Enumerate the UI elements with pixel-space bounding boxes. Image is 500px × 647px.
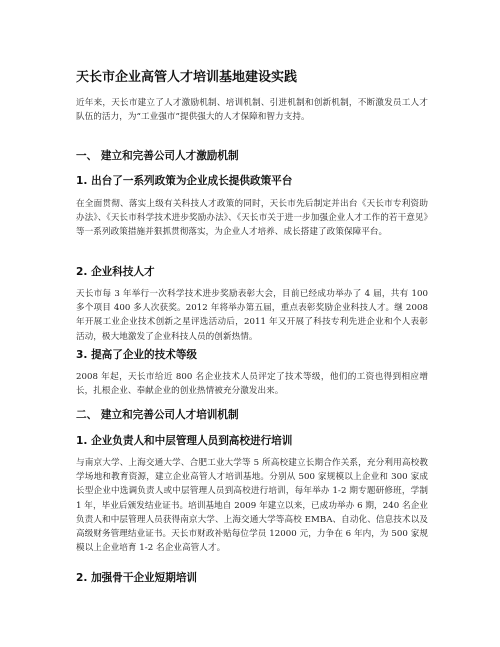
title-text: 天长市企业高管人才培训基地建设实践	[76, 70, 298, 85]
section-1-1-heading	[76, 174, 428, 188]
section-1-3-body-text: 2008 年起，天长市给近 800 名企业技术人员评定了技术等级，他们的工资也得到相应增长，扎根企业、奉献企业的创业热情被充分激发出来。	[76, 372, 428, 397]
section-2-heading	[76, 408, 428, 422]
section-2-heading-text: 二、 建立和完善公司人才培训机制	[76, 409, 239, 421]
section-1-1-body	[76, 197, 428, 240]
section-1-2-body-text: 天长市每 3 年举行一次科学技术进步奖励表彰大会，目前已经成功举办了 4 届，共有 100 多个项目 400 多人次获奖。2012 年将举办第五届，重点表彰奖励企业科技人才。继 2008 年开展工业企业技术创新之星评选活动后，2011 年又开展了科技专利先进企业和个人表彰活动，极大地激发了企业科技人员的创新热情。	[76, 289, 428, 342]
section-1-3-heading-text: 3. 提高了企业的技术等级	[76, 349, 198, 361]
section-2-1-heading	[76, 434, 428, 448]
section-1-3-heading	[76, 348, 428, 362]
intro-paragraph	[76, 96, 428, 124]
section-1-2-heading-text: 2. 企业科技人才	[76, 266, 155, 278]
section-1-1-heading-text: 1. 出台了一系列政策为企业成长提供政策平台	[76, 175, 293, 187]
section-2-1-heading-text: 1. 企业负责人和中层管理人员到高校进行培训	[76, 435, 293, 447]
section-1-2-body	[76, 287, 428, 344]
section-1-heading	[76, 149, 428, 163]
section-1-heading-text: 一、 建立和完善公司人才激励机制	[76, 150, 239, 162]
section-2-1-body-text: 与南京大学、上海交通大学、合肥工业大学等 5 所高校建立长期合作关系，充分利用高校教学场地和教育资源，建立企业高管人才培训基地。分别从 500 家规模以上企业和 300 家成长型企业中选调负责人或中层管理人员到高校进行培训，每年举办 1-2 期专题研修班，学制 1 年，毕业后颁发结业证书。培训基地自 2009 年建立以来，已成功举办 6 期，240 名企业负责人和中层管理人员获得南京大学、上海交通大学等高校 EMBA、自动化、信息技术以及高级财务管理结业证书。天长市财政补贴每位学员 12000 元，力争在 6 年内，为 500 家规模以上企业培育 1-2 名企业高管人才。	[76, 458, 428, 554]
section-1-3-body	[76, 370, 428, 398]
section-1-2-heading	[76, 265, 428, 279]
section-1-1-body-text: 在全面贯彻、落实上级有关科技人才政策的同时，天长市先后制定并出台《天长市专利资助办法》、《天长市科学技术进步奖励办法》、《天长市关于进一步加强企业人才工作的若干意见》等一系列政策措施并狠抓贯彻落实，为企业人才培养、成长搭建了政策保障平台。	[76, 199, 428, 238]
section-2-2-heading	[76, 571, 428, 585]
intro-text: 近年来，天长市建立了人才激励机制、培训机制、引进机制和创新机制，不断激发员工人才队伍的活力，为“工业强市”提供强大的人才保障和智力支持。	[76, 98, 428, 123]
section-2-2-heading-text: 2. 加强骨干企业短期培训	[76, 572, 198, 584]
section-2-1-body	[76, 456, 428, 555]
